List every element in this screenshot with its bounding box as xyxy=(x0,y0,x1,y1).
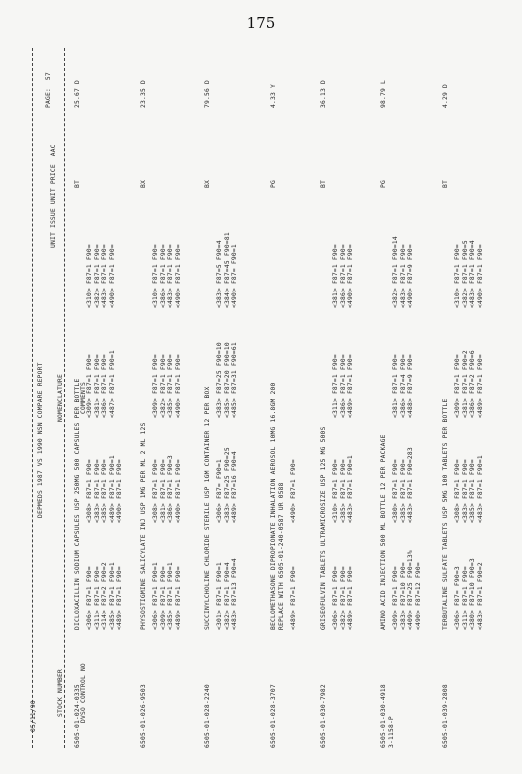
dvso-control-number: 3-1158-P xyxy=(388,716,395,748)
allowance-code-column xyxy=(392,550,422,630)
unit-of-issue: BX xyxy=(204,180,211,188)
allowance-code: <488> F87=9 F90= xyxy=(407,354,415,418)
allowance-code: <306> F87= F90=3 xyxy=(454,566,461,630)
unit-price: 98.79 L xyxy=(380,80,387,108)
allowance-code: <490> F87=9 F90= xyxy=(407,244,415,308)
allowance-code-column xyxy=(86,455,124,523)
allowance-code: <380> F87=1 F90= xyxy=(392,459,399,523)
allowance-code: <382> F87=1 F90=4 xyxy=(223,562,231,630)
allowance-code: <310> F87=1 F90= xyxy=(454,244,461,308)
allowance-code-column xyxy=(332,455,355,523)
allowance-code: <311> F87=1 F90= xyxy=(332,354,339,418)
allowance-code: <386> F87=1 F90= xyxy=(101,354,109,418)
allowance-code: <381> F87=1 F90=2 xyxy=(461,350,469,418)
allowance-code: <483> F87=1 F90=283 xyxy=(407,447,415,523)
allowance-code: <309> F87=1 F90= xyxy=(152,354,159,418)
allowance-code: <382> F87=1 F90= xyxy=(339,566,347,630)
stock-number: 6505-01-039-2808 xyxy=(442,684,449,748)
allowance-code: <483> F87=1 F90=1 xyxy=(476,455,484,523)
allowance-code: <386> F87=2 F90=6 xyxy=(469,350,477,418)
rotated-report-printout xyxy=(22,48,500,748)
allowance-code-column xyxy=(86,562,124,630)
allowance-code: <490> F87=1 F90= xyxy=(476,244,484,308)
allowance-code-column xyxy=(152,562,182,630)
allowance-code: <487> F87=1 F90=1 xyxy=(108,350,116,418)
allowance-code: <489> F87=1 F90= xyxy=(290,566,297,630)
allowance-code: <483> F87=1 F90=1 xyxy=(347,455,355,523)
allowance-code-column xyxy=(454,558,484,630)
allowance-code-column xyxy=(152,354,182,418)
allowance-code: <382> F87=1 F90= xyxy=(159,354,167,418)
allowance-code: <381> F87=1 F90= xyxy=(332,244,339,308)
allowance-code-column xyxy=(332,244,355,308)
stock-number: 6505-01-030-7982 xyxy=(320,684,327,748)
unit-price: 4.33 Y xyxy=(270,84,277,108)
allowance-code: <382> F87=1 F90=14 xyxy=(392,236,399,308)
unit-price: 36.13 D xyxy=(320,80,327,108)
allowance-code: <483> F87=1 F90= xyxy=(167,244,175,308)
allowance-code: <381> F87=1 F90= xyxy=(392,354,399,418)
nomenclature: GRISEOFULVIN TABLETS ULTRAMICROSIZE USP 125 MG 500S xyxy=(320,426,327,630)
allowance-code: <490> F87=1 F90= xyxy=(174,244,182,308)
stock-number: 6505-01-028-2240 xyxy=(204,684,211,748)
allowance-code: <409> F87=25 F90=13% xyxy=(407,550,415,630)
allowance-code: <490> F87= F90=1 xyxy=(231,244,239,308)
allowance-code: <383> F87=10 F90= xyxy=(399,562,407,630)
nomenclature: PHYSOSTIGMINE SALICYLATE INJ USP 1MG PER ML 2 ML 12S xyxy=(140,422,147,630)
unit-of-issue: BT xyxy=(442,180,449,188)
allowance-code: <490> F87=1 F90= xyxy=(108,244,116,308)
allowance-code: <483> F87=1 F90= xyxy=(101,244,109,308)
unit-of-issue: PG xyxy=(380,180,387,188)
replacement-comment: REPLACE WITH 6505-01-240-0587 UR 0588 xyxy=(278,482,285,630)
stock-number: 6505-01-030-4918 xyxy=(380,684,387,748)
allowance-code: <381> F87=1 F90= xyxy=(159,459,167,523)
allowance-code: <386> F87=1 F90= xyxy=(339,354,347,418)
allowance-code: <308> F87=1 F90= xyxy=(86,459,93,523)
allowance-code-column xyxy=(392,354,415,418)
allowance-code: <311> F87=1 F90= xyxy=(93,566,101,630)
allowance-code: <383> F87=1 F90= xyxy=(93,459,101,523)
allowance-code: <301> F87=1 F90=1 xyxy=(216,562,223,630)
allowance-code: <385> F87=1 F90= xyxy=(339,459,347,523)
nomenclature: TERBUTALINE SULFATE TABLETS USP 5MG 100 TABLETS PER BOTTLE xyxy=(442,398,449,630)
allowance-code: <490> F87=1 F90= xyxy=(174,354,182,418)
unit-of-issue: BT xyxy=(74,180,81,188)
allowance-code: <490> F87=1 F90= xyxy=(174,459,182,523)
allowance-code-column xyxy=(86,244,116,308)
allowance-code: <489> F87=1 F90= xyxy=(347,566,355,630)
stock-number: 6505-01-026-9503 xyxy=(140,684,147,748)
allowance-code: <384> F87=45 F90=81 xyxy=(223,232,231,308)
allowance-code: <483> F87=1 F90=4 xyxy=(469,240,477,308)
unit-price: 23.35 D xyxy=(140,80,147,108)
allowance-code: <381> F87=1 F90= xyxy=(93,354,101,418)
allowance-code: <489> F87=1 F90= xyxy=(476,354,484,418)
unit-price: 4.29 D xyxy=(442,84,449,108)
unit-of-issue: BT xyxy=(320,180,327,188)
allowance-code: <382> F87=1 F90=5 xyxy=(461,240,469,308)
allowance-code: <386> F87=4 F90= xyxy=(399,354,407,418)
allowance-code: <380> F87=10 F90=3 xyxy=(469,558,477,630)
allowance-code: <306> F87=1 F90= xyxy=(332,566,339,630)
allowance-code: <386> F87=1 F90= xyxy=(339,244,347,308)
allowance-code: <383> F87=5 F90=4 xyxy=(216,240,223,308)
allowance-code: <385> F87=1 F90= xyxy=(167,354,175,418)
unit-of-issue: PG xyxy=(270,180,277,188)
nomenclature-column-header: NOMENCLATURE COMMENTS xyxy=(57,374,87,422)
allowance-code: <308> F87=1 F90= xyxy=(152,459,159,523)
allowance-code: <483> F87=13 F90=4 xyxy=(231,558,239,630)
stock-number: 6505-01-028-3707 xyxy=(270,684,277,748)
allowance-code: <383> F87=25 F90=25 xyxy=(223,447,231,523)
allowance-code: <489> F87=16 F90=4 xyxy=(231,451,239,523)
allowance-code: <483> F87=1 F90= xyxy=(399,244,407,308)
stock-number: 6505-01-024-0335 xyxy=(74,684,81,748)
unit-of-issue: BX xyxy=(140,180,147,188)
nomenclature: AMINO ACID INJECTION 500 ML BOTTLE 12 PER PACKAGE xyxy=(380,434,387,630)
allowance-code: <309> F87=1 F90= xyxy=(159,566,167,630)
allowance-code: <311> F87=1 F90= xyxy=(461,566,469,630)
allowance-code-column xyxy=(290,566,298,630)
unit-price: 25.67 D xyxy=(74,80,81,108)
allowance-code-column xyxy=(216,447,239,523)
allowance-code-column xyxy=(332,354,355,418)
allowance-code: <382> F87=1 F90= xyxy=(93,244,101,308)
allowance-code: <489> F87=1 F90=1 xyxy=(108,455,116,523)
allowance-code-column xyxy=(454,240,484,308)
allowance-code: <383> F87=25 F90=10 xyxy=(216,342,223,418)
allowance-code: <490> F87=1 F90= xyxy=(290,459,297,523)
allowance-code: <309> F87=1 F90= xyxy=(86,354,93,418)
allowance-code: <483> F87=1 F90=2 xyxy=(476,562,484,630)
allowance-code: <310> F87=1 F90= xyxy=(86,244,93,308)
allowance-code: <385> F87=1 F90= xyxy=(399,459,407,523)
allowance-code: <385> F87=1 F90=1 xyxy=(108,562,116,630)
allowance-code: <386> F87=1 F90=3 xyxy=(167,455,175,523)
allowance-code: <309> F87=1 F90= xyxy=(454,354,461,418)
nsn-column-header: STOCK NUMBER DVSO CONTROL NO xyxy=(57,663,87,723)
allowance-code-column xyxy=(86,350,116,418)
allowance-code: <485> F87=31 F90=61 xyxy=(231,342,239,418)
report-page: PAGE: 57 xyxy=(44,72,52,108)
report-title: DEPMEDS 1987 VS 1990 NSN COMPARE REPORT xyxy=(37,362,45,518)
allowance-code-column xyxy=(454,350,484,418)
allowance-code: <306> F87=1 F90= xyxy=(86,566,93,630)
allowance-code: <310> F87=1 F90= xyxy=(332,459,339,523)
allowance-code: <383> F87=1 F90= xyxy=(461,459,469,523)
allowance-code-column xyxy=(454,455,484,523)
allowance-code: <385> F87=1 F90= xyxy=(469,459,477,523)
nomenclature: BECLOMETHASONE DIPROPIONATE INHALATION AEROSOL 10MG 16.8GM 200 xyxy=(270,382,277,630)
allowance-code-column xyxy=(216,342,239,418)
allowance-code: <314> F87=2 F90=2 xyxy=(101,562,109,630)
unit-price: 79.56 D xyxy=(204,80,211,108)
allowance-code: <490> F87=12 F90= xyxy=(414,562,422,630)
allowance-code: <385> F87=20 F90=10 xyxy=(223,342,231,418)
allowance-code: <489> F87=1 F90= xyxy=(116,566,124,630)
allowance-code: <309> F87=1 F90= xyxy=(392,566,399,630)
allowance-code-column xyxy=(290,459,298,523)
allowance-code: <385> F87=1 F90= xyxy=(101,459,109,523)
allowance-code: <490> F87=1 F90= xyxy=(116,459,124,523)
allowance-code: <489> F87=1 F90= xyxy=(347,354,355,418)
allowance-code: <310> F87=1 F90= xyxy=(152,244,159,308)
allowance-code: <386> F87=1 F90= xyxy=(159,244,167,308)
page-number: 175 xyxy=(246,14,276,32)
allowance-code: <306> F87=1 F90=1 xyxy=(152,562,159,630)
allowance-code: <306> F87= F90=1 xyxy=(216,459,223,523)
allowance-code-column xyxy=(152,455,182,523)
allowance-code: <490> F87=1 F90= xyxy=(347,244,355,308)
allowance-code-column xyxy=(216,232,239,308)
nomenclature: DICLOXACILLIN SODIUM CAPSULES USP 250MG 500 CAPSULES PER BOTTLE xyxy=(74,378,81,630)
column-divider xyxy=(64,48,65,748)
allowance-code: <385> F87=1 F90=1 xyxy=(167,562,175,630)
allowance-code-column xyxy=(392,447,415,523)
allowance-code: <489> F87=1 F90= xyxy=(174,566,182,630)
header-divider xyxy=(32,48,33,748)
unit-column-header: UNIT ISSUE UNIT PRICE AAC xyxy=(50,144,57,248)
allowance-code-column xyxy=(392,236,415,308)
report-date: 05/11/90 xyxy=(29,700,37,733)
nomenclature: SUCCINYLCHOLINE CHLORIDE STERILE USP 1GM CONTAINER 12 PER BOX xyxy=(204,386,211,630)
allowance-code-column xyxy=(332,566,355,630)
allowance-code-column xyxy=(152,244,182,308)
allowance-code-column xyxy=(216,558,239,630)
allowance-code: <308> F87=1 F90= xyxy=(454,459,461,523)
